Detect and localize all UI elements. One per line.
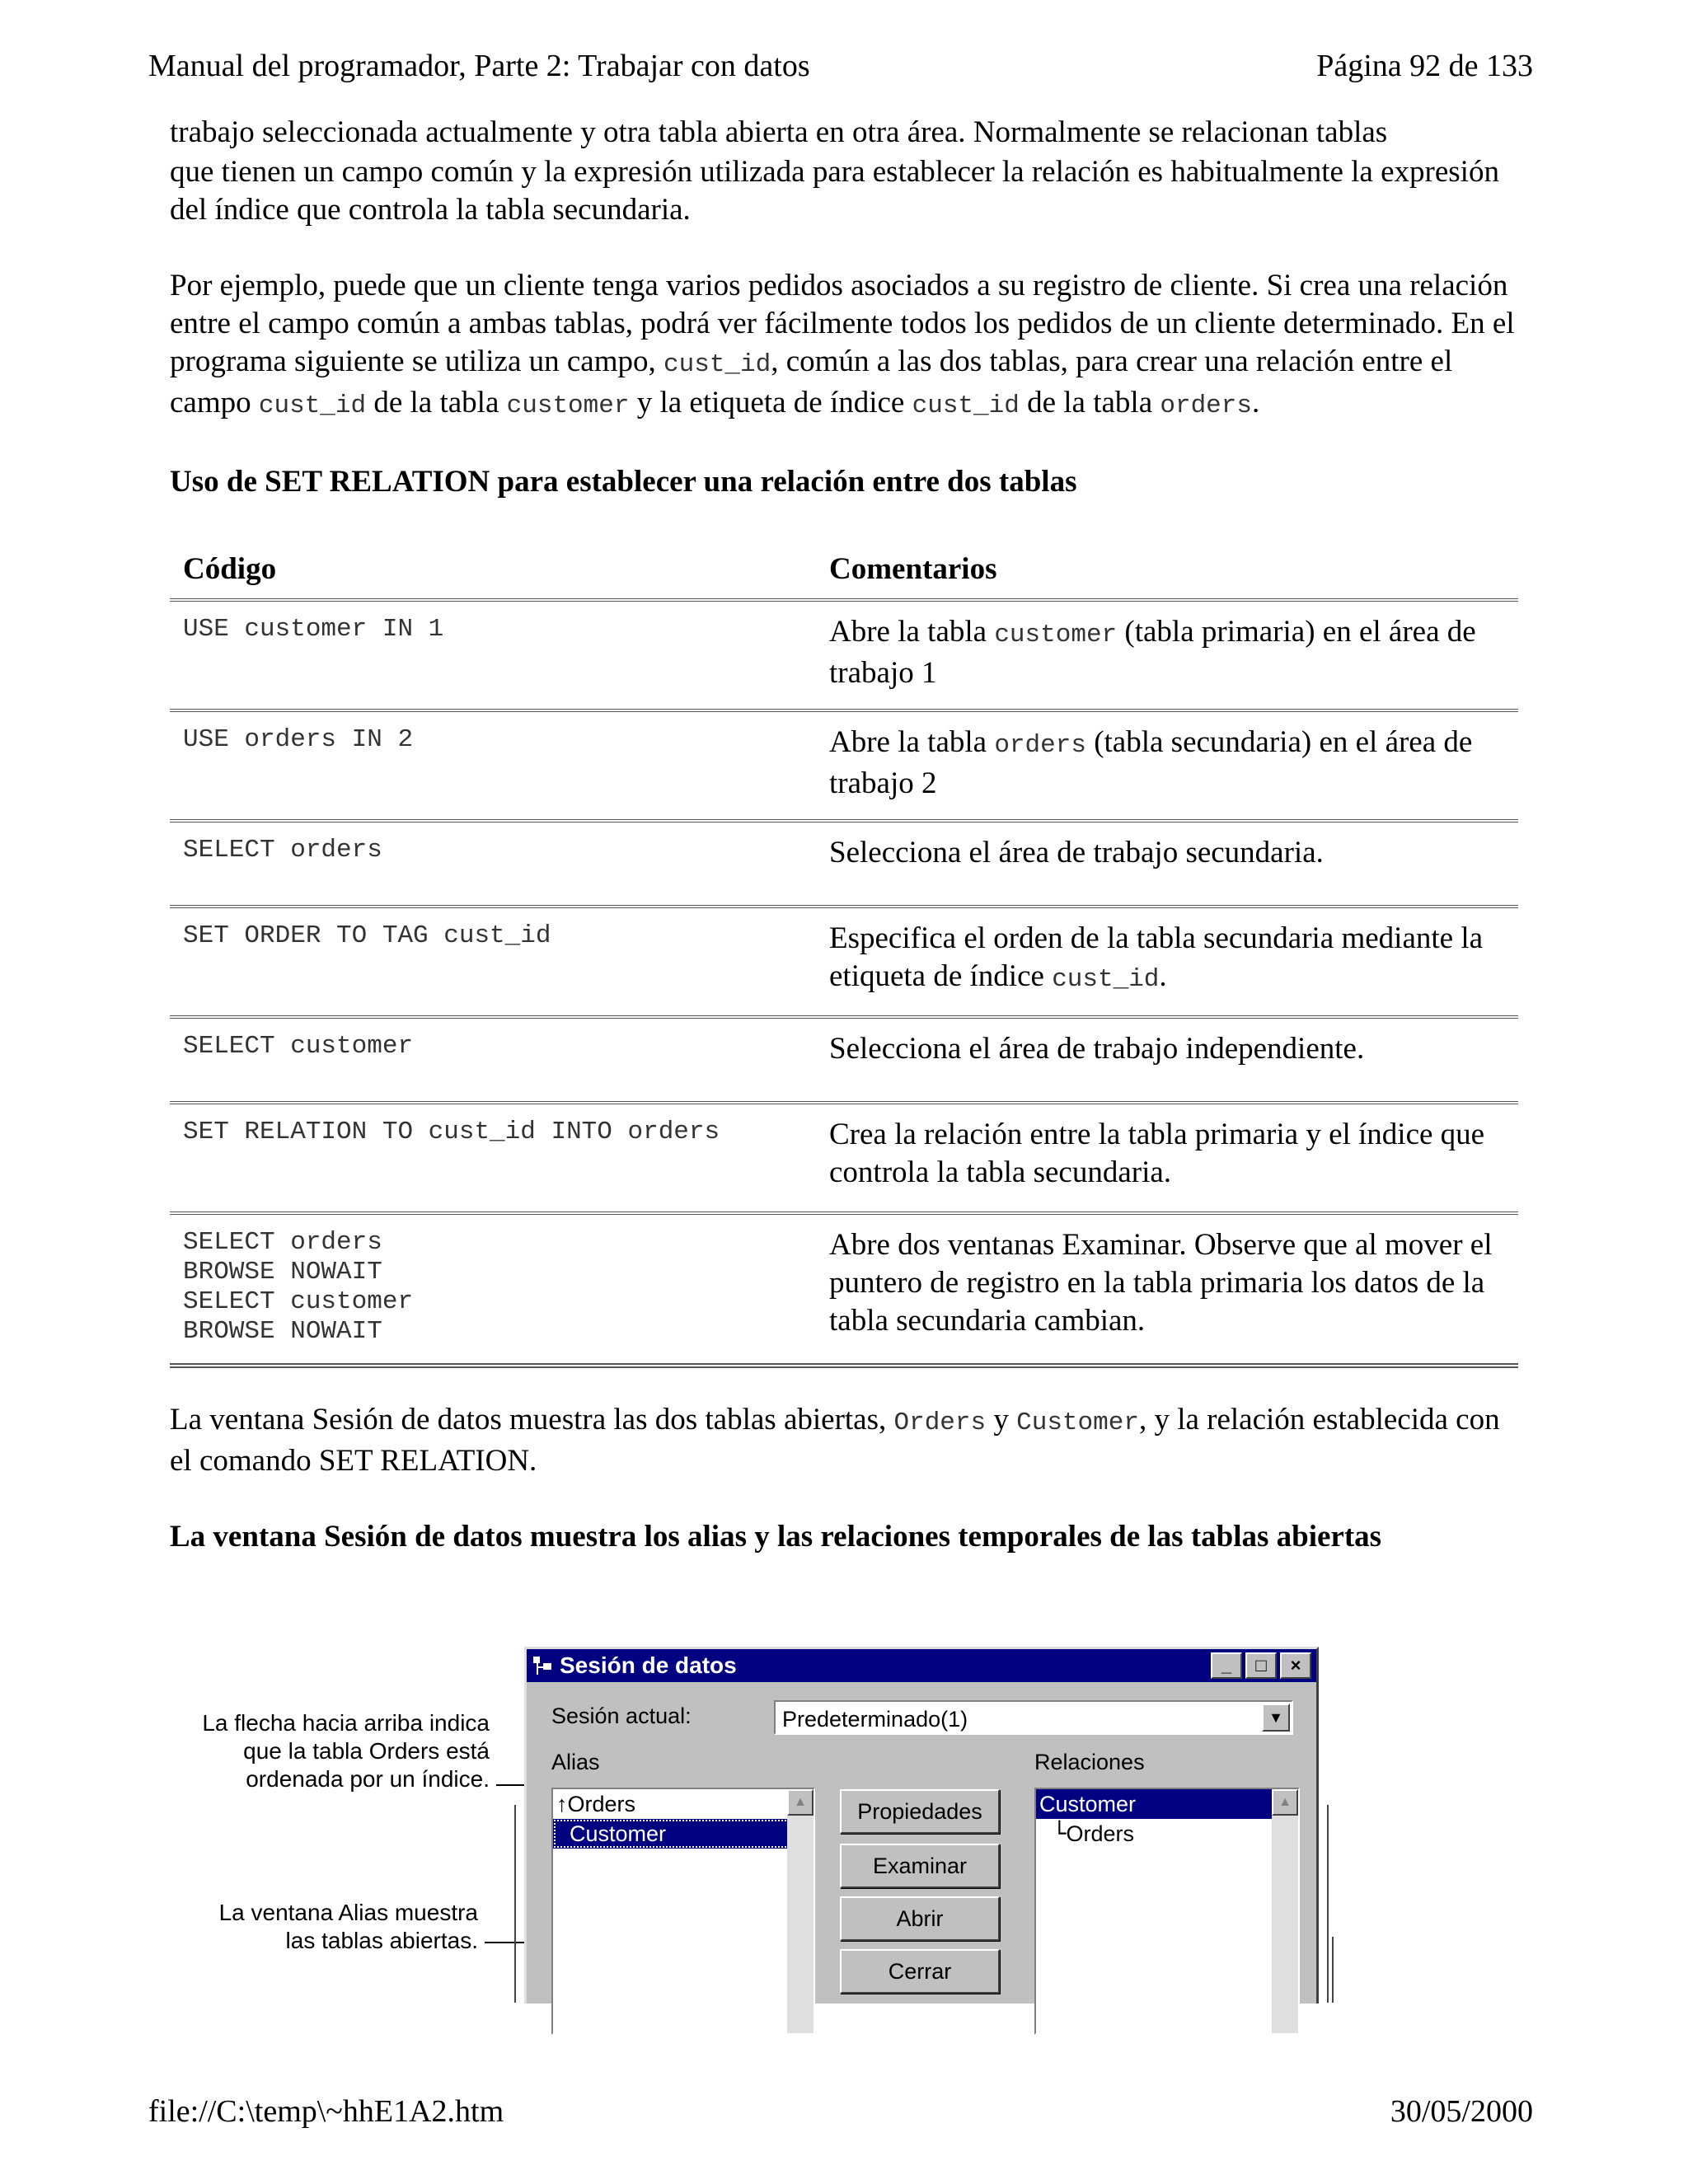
table-heading: Uso de SET RELATION para establecer una relación entre dos tablas [170,465,1077,499]
code-cell: SELECT orders [170,821,816,907]
dropdown-arrow-icon[interactable]: ▼ [1262,1704,1290,1732]
session-label: Sesión actual: [551,1704,692,1728]
column-header-code: Código [170,534,816,600]
document-body [170,115,1522,1556]
callout-index-arrow: La flecha hacia arriba indica que la tabla Orders está ordenada por un índice. [202,1710,490,1792]
close-button[interactable]: Cerrar [840,1949,1000,1994]
session-select[interactable]: Predeterminado(1) ▼ [774,1700,1293,1735]
code-cell: SET RELATION TO cust_id INTO orders [170,1103,816,1213]
page-header-title: Manual del programador, Parte 2: Trabajar con datos [148,49,810,83]
table-row [170,1103,1518,1213]
column-header-comments: Comentarios [816,534,1518,600]
index-arrow-up-icon: ↑ [556,1792,568,1816]
code-table [170,534,1518,1368]
data-session-window [524,1647,1319,2004]
relations-list[interactable] [1034,1788,1300,2035]
data-session-icon [532,1655,553,1676]
comment-cell: Selecciona el área de trabajo independiente. [816,1017,1518,1103]
callout-alias-window: La ventana Alias muestra las tablas abiertas. [218,1900,478,1953]
table-row [170,907,1518,1017]
table-row [170,710,1518,821]
callout-leader-line [485,1942,524,1943]
comment-cell: Selecciona el área de trabajo secundaria. [816,821,1518,907]
table-row [170,1213,1518,1366]
comment-cell: Abre la tabla orders (tabla secundaria) en el área de trabajo 2 [816,710,1518,821]
alias-item-orders[interactable]: ↑Orders [556,1792,636,1816]
alias-scrollbar[interactable] [787,1789,814,2033]
comment-cell: Abre dos ventanas Examinar. Observe que al mover el puntero de registro en la tabla primaria los datos de la tabla secundaria cambian. [816,1213,1518,1366]
scroll-up-icon[interactable]: ▲ [787,1789,814,1816]
relations-label: Relaciones [1034,1750,1145,1774]
scroll-up-icon[interactable]: ▲ [1272,1789,1298,1816]
minimize-icon[interactable]: _ [1211,1652,1242,1679]
figure-heading: La ventana Sesión de datos muestra los alias y las relaciones temporales de las tablas abiertas [170,1520,1382,1554]
clipped-text-line: trabajo seleccionada actualmente y otra tabla abierta en otra área. Normalmente se relacionan tablas [170,115,1388,149]
open-button[interactable]: Abrir [840,1896,1000,1941]
page-footer-date: 30/05/2000 [1390,2094,1533,2129]
callout-leader-line [496,1784,526,1786]
code-cell: USE orders IN 2 [170,710,816,821]
code-cell: USE customer IN 1 [170,600,816,710]
browse-button[interactable]: Examinar [840,1844,1000,1888]
table-row [170,821,1518,907]
alias-list[interactable] [551,1788,815,2035]
code-cell: SELECT orders BROWSE NOWAIT SELECT customer BROWSE NOWAIT [170,1213,816,1366]
comment-cell: Crea la relación entre la tabla primaria y el índice que controla la tabla secundaria. [816,1103,1518,1213]
alias-item-customer[interactable]: Customer [553,1819,814,1849]
maximize-icon[interactable]: □ [1245,1652,1277,1679]
code-cell: SELECT customer [170,1017,816,1103]
properties-button[interactable]: Propiedades [840,1789,1000,1834]
page-number: Página 92 de 133 [1316,49,1533,83]
bracket-line [1327,1805,1329,2003]
window-title: Sesión de datos [560,1652,737,1678]
code-cell: SET ORDER TO TAG cust_id [170,907,816,1017]
table-row [170,600,1518,710]
relations-scrollbar[interactable] [1272,1789,1298,2033]
bracket-line [514,1805,516,2003]
window-titlebar[interactable] [527,1649,1316,1682]
tree-branch-icon: └ [1039,1821,1067,1847]
bracket-line [1332,1937,1334,2003]
table-row [170,1017,1518,1103]
page-footer-path: file://C:\temp\~hhE1A2.htm [148,2094,504,2129]
comment-cell: Abre la tabla customer (tabla primaria) en el área de trabajo 1 [816,600,1518,710]
intro-paragraph-1: que tienen un campo común y la expresión utilizada para establecer la relación es habitualmente la expresión del índice que controla la tabla secundaria. [170,155,1499,227]
comment-cell: Especifica el orden de la tabla secundaria mediante la etiqueta de índice cust_id. [816,907,1518,1017]
data-session-figure [170,1640,1373,2003]
intro-paragraph-2: Por ejemplo, puede que un cliente tenga varios pedidos asociados a su registro de cliente. Si crea una relación entre el campo común a ambas tablas, podrá ver fácilmente todos los pedidos de un cliente determinado. En el programa siguiente se utiliza un campo, cust_id, común a las dos tablas, para crear una relación entre el campo cust_id de la tabla customer y la etiqueta de índice cust_id de la tabla orders. [170,269,1515,420]
after-table-paragraph: La ventana Sesión de datos muestra las dos tablas abiertas, Orders y Customer, y la relación establecida con el comando SET RELATION. [170,1403,1500,1478]
relation-item-customer[interactable]: Customer [1036,1789,1272,1819]
alias-label: Alias [551,1750,600,1774]
relation-item-orders[interactable]: └Orders [1039,1821,1135,1847]
close-icon[interactable]: × [1280,1652,1311,1679]
